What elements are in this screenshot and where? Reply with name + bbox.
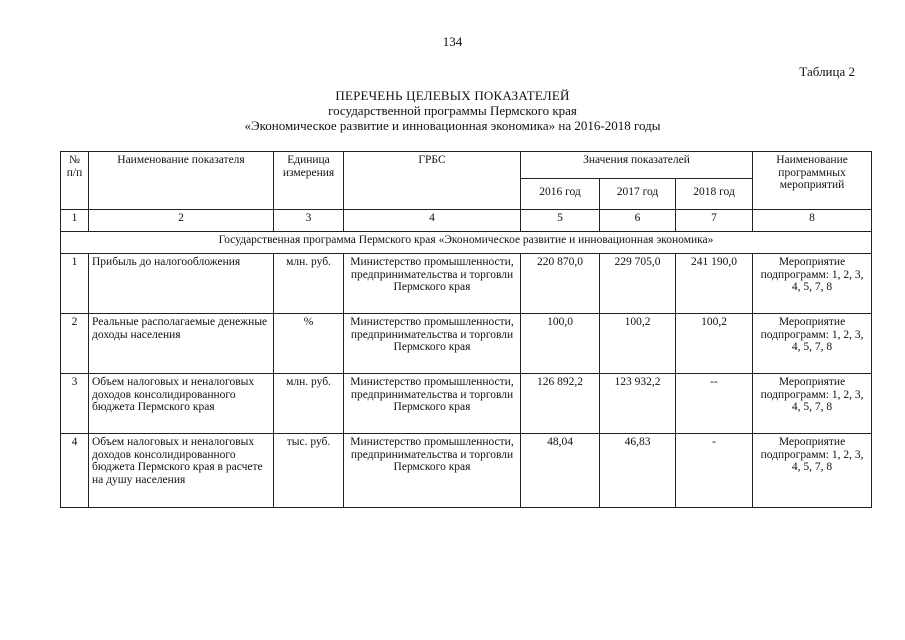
row-program: Мероприятие подпрограмм: 1, 2, 3, 4, 5, 7, 8 [753,434,872,508]
row-grbs: Министерство промышленности, предпринимательства и торговли Пермского края [344,374,521,434]
row-indicator-name: Прибыль до налогообложения [89,254,274,314]
header-row [61,152,872,179]
table-row [61,254,872,314]
table-row [61,314,872,374]
row-unit: тыс. руб. [274,434,344,508]
header-2017: 2017 год [600,179,676,210]
row-value-2016: 48,04 [521,434,600,508]
column-number: 2 [89,210,274,232]
header-num: № п/п [61,152,89,210]
row-value-2017: 46,83 [600,434,676,508]
table-row [61,434,872,508]
title-line-3: «Экономическое развитие и инновационная экономика» на 2016-2018 годы [244,118,661,133]
column-number: 3 [274,210,344,232]
row-program: Мероприятие подпрограмм: 1, 2, 3, 4, 5, 7, 8 [753,314,872,374]
table-row [61,374,872,434]
column-number: 7 [676,210,753,232]
title-line-2: государственной программы Пермского края [328,103,577,118]
row-grbs: Министерство промышленности, предпринимательства и торговли Пермского края [344,434,521,508]
row-value-2018: - [676,434,753,508]
header-2016: 2016 год [521,179,600,210]
row-value-2017: 229 705,0 [600,254,676,314]
row-num: 4 [61,434,89,508]
row-value-2016: 100,0 [521,314,600,374]
table-label: Таблица 2 [799,64,855,79]
header-values: Значения показателей [521,152,753,179]
header-name: Наименование показателя [89,152,274,210]
row-grbs: Министерство промышленности, предпринимательства и торговли Пермского края [344,314,521,374]
row-program: Мероприятие подпрограмм: 1, 2, 3, 4, 5, 7, 8 [753,254,872,314]
row-value-2018: -- [676,374,753,434]
row-value-2016: 126 892,2 [521,374,600,434]
row-grbs: Министерство промышленности, предпринимательства и торговли Пермского края [344,254,521,314]
row-unit: млн. руб. [274,374,344,434]
row-unit: млн. руб. [274,254,344,314]
column-number: 8 [753,210,872,232]
row-value-2017: 100,2 [600,314,676,374]
page-number: 134 [442,34,463,49]
row-value-2018: 241 190,0 [676,254,753,314]
column-number: 6 [600,210,676,232]
column-number: 4 [344,210,521,232]
header-grbs: ГРБС [344,152,521,210]
row-indicator-name: Объем налоговых и неналоговых доходов консолидированного бюджета Пермского края [89,374,274,434]
row-num: 2 [61,314,89,374]
indicators-table [60,151,872,508]
column-number-row [61,210,872,232]
row-value-2016: 220 870,0 [521,254,600,314]
row-unit: % [274,314,344,374]
row-program: Мероприятие подпрограмм: 1, 2, 3, 4, 5, 7, 8 [753,374,872,434]
title-line-1: ПЕРЕЧЕНЬ ЦЕЛЕВЫХ ПОКАЗАТЕЛЕЙ [335,88,570,103]
header-unit: Единица измерения [274,152,344,210]
row-indicator-name: Реальные располагаемые денежные доходы населения [89,314,274,374]
row-value-2017: 123 932,2 [600,374,676,434]
header-2018: 2018 год [676,179,753,210]
section-title: Государственная программа Пермского края «Экономическое развитие и инновационная экономика» [61,232,872,254]
column-number: 1 [61,210,89,232]
row-indicator-name: Объем налоговых и неналоговых доходов консолидированного бюджета Пермского края в расчете на душу населения [89,434,274,508]
row-value-2018: 100,2 [676,314,753,374]
header-program: Наименование программных мероприятий [753,152,872,210]
document-title [0,88,905,133]
column-number: 5 [521,210,600,232]
row-num: 1 [61,254,89,314]
section-row [61,232,872,254]
row-num: 3 [61,374,89,434]
